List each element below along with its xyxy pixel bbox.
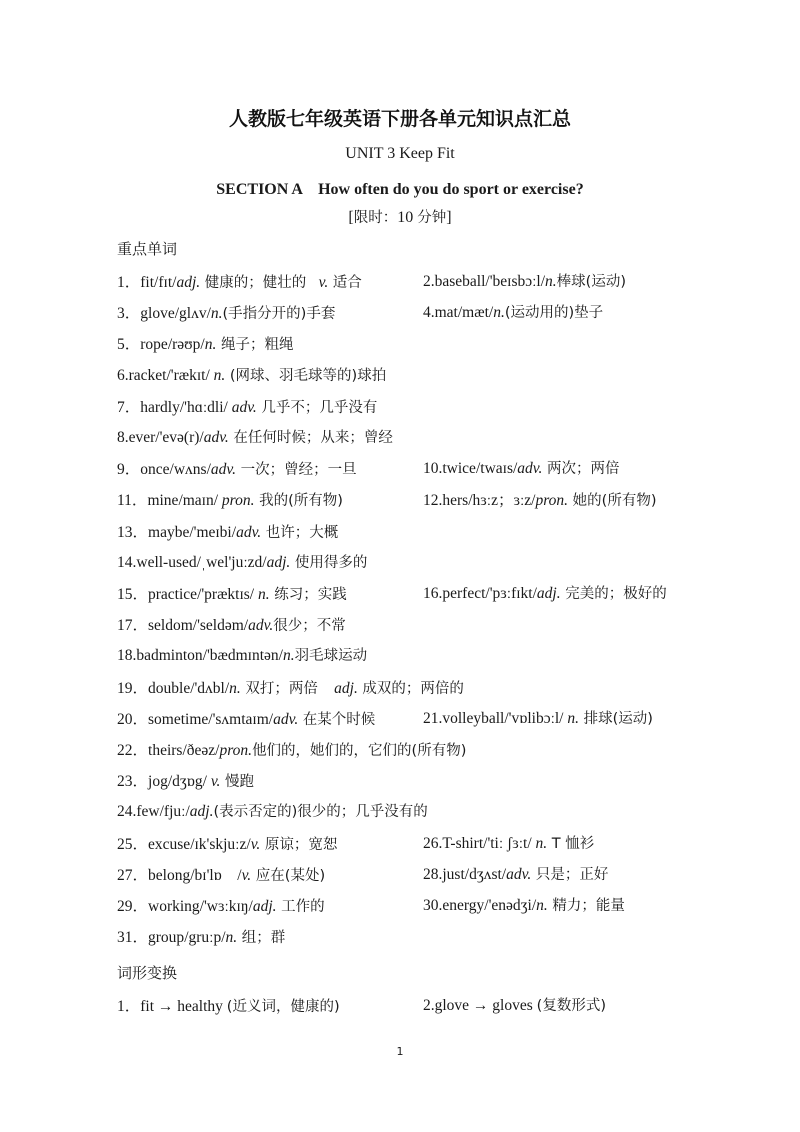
vocab-entry: [423, 582, 667, 603]
vocab-entry: [117, 301, 335, 323]
entry-part-of-speech: adj.: [176, 274, 201, 291]
entry-word: excuse: [148, 835, 191, 853]
entry-word: mat: [434, 304, 458, 322]
entry-number: 5．: [117, 336, 141, 354]
entry-meaning: 几乎不；几乎没有: [256, 399, 378, 416]
entry-phonetic: /dʒɒg/: [167, 773, 211, 791]
entry-meaning: 组；群: [237, 930, 286, 947]
entry-part-of-speech: adv.: [506, 865, 532, 883]
entry-number: 29．: [117, 898, 149, 915]
entry-meaning: 棒球(运动): [556, 274, 626, 290]
entry-number: 1．: [117, 998, 141, 1015]
entry-part-of-speech: n.: [567, 709, 579, 727]
entry-meaning-2: 适合: [328, 275, 362, 291]
entry-word: badminton: [136, 647, 203, 665]
entry-part-of-speech: adv.: [203, 429, 229, 446]
entry-meaning: 排球(运动): [579, 710, 653, 727]
entry-part-of-speech: n.: [213, 366, 226, 384]
entry-phonetic: /twaɪs/: [475, 460, 518, 478]
vocab-row: [117, 707, 717, 731]
entry-number: 30.: [423, 897, 443, 914]
entry-meaning: 双打；两倍: [240, 680, 323, 697]
vocab-entry: [117, 894, 325, 916]
entry-number: 8.: [117, 429, 129, 446]
entry-number: 15．: [117, 586, 149, 603]
entry-part-of-speech: adv.: [231, 398, 257, 416]
entry-meaning: 使用得多的: [290, 554, 368, 571]
entry-number: 24.: [117, 803, 137, 821]
entry-number: 25．: [117, 835, 149, 853]
entry-word: fit: [140, 274, 155, 291]
time-limit-unit: 分钟: [417, 210, 447, 226]
entry-part-of-speech: n.: [225, 929, 238, 947]
vocab-row: [117, 738, 717, 762]
entry-part-of-speech: n.: [545, 273, 557, 290]
entry-phonetic: /ˌwel'juːzd/: [196, 553, 267, 571]
entry-meaning: 两次；两倍: [542, 461, 620, 478]
entry-word: baseball: [434, 273, 486, 290]
vocab-entry: [423, 488, 657, 510]
vocab-row: [117, 800, 717, 824]
entry-part-of-speech: v.: [250, 835, 261, 853]
forms-heading: 词形变换: [117, 964, 178, 982]
entry-number: 17．: [117, 617, 149, 635]
entry-part-of-speech: adv.: [248, 617, 274, 635]
vocab-entry: [423, 894, 625, 915]
entry-number: 28.: [423, 865, 443, 883]
entry-phonetic: /'tiː ʃɜːt/: [483, 834, 536, 852]
entry-part-of-speech: n.: [493, 304, 505, 322]
entry-meaning: 精力；能量: [547, 898, 625, 914]
entry-word: T-shirt: [442, 834, 484, 852]
entry-part-of-speech: adj.: [189, 803, 214, 821]
entry-phonetic: /'sʌmtaɪm/: [208, 710, 274, 728]
entry-number: 16.: [423, 585, 443, 602]
entry-part-of-speech: v.: [241, 866, 252, 884]
entry-part-of-speech: n.: [258, 586, 270, 603]
entry-phonetic: /'pɜːfɪkt/: [485, 585, 537, 602]
forms-entry: [423, 994, 606, 1015]
entry-phonetic: /maɪn/: [178, 492, 222, 510]
entry-word: sometime: [148, 710, 209, 728]
entry-number: 1．: [117, 274, 141, 291]
vocab-row: [117, 520, 717, 544]
entry-meaning: 应在(某处): [251, 867, 326, 884]
entry-phonetic: /'rækɪt/: [166, 366, 214, 384]
entry-number: 10.: [423, 460, 443, 478]
vocab-entry: [117, 270, 362, 292]
vocab-entry: [117, 800, 428, 821]
entry-number: 26.: [423, 834, 443, 852]
entry-word: glove: [140, 305, 175, 323]
vocab-entry: [117, 769, 254, 791]
entry-meaning: (运动用的)垫子: [504, 305, 604, 322]
entry-part-of-speech: n.: [282, 647, 295, 665]
entry-word: theirs: [148, 742, 183, 759]
entry-word: racket: [128, 366, 167, 384]
time-limit-close: ]: [446, 209, 452, 226]
entry-phonetic: /'dʌbl/: [190, 679, 230, 697]
entry-meaning: 在任何时候；从来；曾经: [228, 430, 393, 446]
entry-number: 7．: [117, 398, 141, 416]
vocab-entry: [117, 613, 346, 635]
vocab-row: [117, 364, 717, 388]
entry-meaning: 慢跑: [220, 774, 255, 791]
entry-part-of-speech: adv.: [273, 710, 299, 728]
entry-phonetic: /fɪt/: [154, 274, 177, 291]
entry-meaning: 工作的: [276, 899, 325, 915]
entry-word: group: [148, 929, 185, 947]
entry-meaning: 在某个时候: [298, 711, 376, 728]
entry-part-of-speech: adv.: [210, 461, 236, 479]
entry-phonetic: /glʌv/: [174, 305, 211, 323]
entry-number: 13．: [117, 523, 149, 541]
entry-transformation: glove → gloves: [434, 997, 537, 1014]
vocab-entry: [423, 270, 626, 291]
entry-meaning: 羽毛球运动: [294, 648, 368, 665]
vocab-entry: [117, 644, 367, 665]
vocab-entry: [117, 457, 357, 479]
entry-phonetic: /bɪ'lɒ /: [190, 866, 242, 884]
entry-meaning: 练习；实践: [269, 587, 347, 603]
vocab-entry: [117, 676, 464, 698]
time-limit: [0, 206, 800, 227]
entry-phonetic: /'bædmɪntən/: [202, 647, 283, 665]
entry-number: 6.: [117, 366, 129, 384]
entry-meaning: 也许；大概: [261, 524, 339, 541]
forms-entry: [117, 994, 340, 1016]
entry-word: practice: [148, 586, 198, 603]
entry-meaning: (网球、羽毛球等的)球拍: [225, 367, 387, 384]
entry-phonetic: /ðeəz/: [182, 742, 220, 759]
document-title: 人教版七年级英语下册各单元知识点汇总: [228, 108, 571, 130]
vocab-row: [117, 551, 717, 575]
entry-word: maybe: [148, 523, 190, 541]
entry-number: 2.: [423, 997, 435, 1014]
vocab-row: [117, 270, 717, 294]
vocab-entry: [423, 707, 653, 728]
entry-number: 3．: [117, 305, 141, 323]
entry-meaning: 很少；不常: [273, 618, 346, 635]
entry-number: 21.: [423, 709, 443, 727]
entry-phonetic: /dʒʌst/: [464, 865, 507, 883]
entry-word: few: [136, 803, 160, 821]
entry-word: seldom: [148, 617, 193, 635]
vocab-entry: [117, 707, 375, 729]
entry-word: volleyball: [442, 709, 505, 727]
entry-number: 4.: [423, 304, 435, 322]
vocab-row: [117, 925, 717, 949]
entry-number: 9．: [117, 461, 141, 479]
entry-transformation: fit → healthy: [140, 998, 227, 1015]
section-title: SECTION A How often do you do sport or exercise?: [216, 181, 584, 198]
entry-meaning: 一次；曾经；一旦: [235, 462, 357, 479]
time-limit-value: 10: [397, 209, 418, 226]
entry-number: 23．: [117, 773, 149, 791]
vocab-entry: [117, 551, 367, 572]
entry-part-of-speech: pron.: [535, 492, 569, 510]
entry-part-of-speech: v.: [210, 773, 221, 791]
entry-number: 18.: [117, 647, 137, 665]
vocab-row: [117, 457, 717, 481]
entry-phonetic: /'wɜːkɪŋ/: [199, 898, 253, 915]
entry-word: rope: [140, 336, 168, 354]
entry-number: 22．: [117, 742, 149, 759]
entry-word: energy: [442, 897, 485, 914]
entry-meaning-2: 成双的；两倍的: [357, 680, 464, 697]
vocab-row: [117, 395, 717, 419]
entry-word: jog: [148, 773, 168, 791]
entry-word: just: [442, 865, 465, 883]
entry-phonetic: /'præktɪs/: [197, 586, 258, 603]
vocab-row: [117, 301, 717, 325]
vocab-row: [117, 832, 717, 856]
entry-phonetic: /mæt/: [457, 304, 494, 322]
vocab-entry: [117, 582, 347, 604]
entry-word: well-used: [136, 553, 197, 571]
vocab-entry: [117, 925, 285, 947]
vocab-entry: [423, 301, 603, 322]
vocab-entry: [117, 863, 325, 885]
page-number: 1: [396, 1045, 404, 1058]
vocab-row: [117, 676, 717, 700]
entry-number: 11．: [117, 492, 148, 510]
vocab-entry: [117, 520, 338, 542]
entry-part-of-speech: adv.: [236, 523, 262, 541]
vocab-entry: [117, 488, 343, 510]
vocab-row: [117, 582, 717, 606]
entry-phonetic: /fjuː/: [159, 803, 190, 821]
entry-word: twice: [442, 460, 476, 478]
entry-number: 14.: [117, 553, 137, 571]
entry-part-of-speech: adj.: [252, 898, 277, 915]
entry-meaning: T 恤衫: [547, 835, 595, 852]
entry-part-of-speech: adj.: [536, 585, 561, 602]
time-limit-open: [: [348, 209, 354, 226]
forms-row: [117, 994, 717, 1018]
vocab-entry: [117, 426, 393, 447]
entry-meaning: 绳子；粗绳: [216, 337, 294, 354]
entry-word: hers: [442, 492, 469, 510]
entry-word: mine: [147, 492, 179, 510]
vocab-entry: [117, 332, 293, 354]
entry-phonetic: /'seldəm/: [192, 617, 249, 635]
entry-word: hardly: [140, 398, 180, 416]
entry-part-of-speech: n.: [536, 897, 548, 914]
entry-meaning: (表示否定的)很少的；几乎没有的: [213, 804, 428, 821]
entry-part-of-speech: pron.: [219, 742, 253, 759]
entry-meaning: 他们的，她们的，它们的(所有物): [252, 743, 467, 759]
vocab-entry: [423, 832, 594, 853]
vocab-entry: [117, 364, 386, 385]
vocab-heading: 重点单词: [117, 240, 178, 258]
entry-number: 2.: [423, 273, 435, 290]
entry-meaning: 她的(所有物): [568, 493, 657, 510]
vocab-row: [117, 644, 717, 668]
entry-part-of-speech: adj.: [266, 553, 291, 571]
entry-word: ever: [128, 429, 156, 446]
vocab-entry: [423, 863, 608, 884]
entry-phonetic: /'hɑːdli/: [179, 398, 232, 416]
entry-part-of-speech-2: adj.: [322, 679, 358, 697]
entry-word: perfect: [442, 585, 486, 602]
entry-meaning: 完美的；极好的: [560, 586, 667, 602]
entry-phonetic: /gruːp/: [184, 929, 226, 947]
unit-title: UNIT 3 Keep Fit: [345, 145, 455, 162]
vocab-entry: [117, 395, 377, 417]
entry-phonetic: /'evə(r)/: [155, 429, 204, 446]
entry-part-of-speech: n.: [229, 679, 241, 697]
entry-part-of-speech: n.: [204, 336, 217, 354]
entry-phonetic: /wʌns/: [169, 461, 211, 479]
entry-number: 12.: [423, 492, 443, 510]
entry-part-of-speech-2: v.: [310, 274, 329, 291]
entry-note: (近义词，健康的): [226, 999, 340, 1015]
entry-phonetic: /rəʊp/: [167, 336, 205, 354]
entry-meaning: 只是；正好: [531, 866, 609, 883]
entry-meaning: 原谅；宽恕: [260, 836, 338, 853]
entry-word: double: [148, 679, 191, 697]
entry-phonetic: /'beɪsbɔːl/: [485, 273, 546, 290]
entry-number: 20．: [117, 710, 149, 728]
entry-word: once: [140, 461, 170, 479]
vocab-row: [117, 332, 717, 356]
vocab-row: [117, 769, 717, 793]
vocab-row: [117, 488, 717, 512]
entry-meaning: 我的(所有物): [254, 493, 343, 510]
entry-meaning: 健康的；健壮的: [200, 275, 311, 291]
time-limit-label: 限时：: [353, 210, 398, 226]
entry-word: working: [148, 898, 200, 915]
entry-phonetic: /'enədʒi/: [484, 897, 537, 914]
entry-number: 27．: [117, 866, 149, 884]
vocab-row: [117, 894, 717, 918]
entry-note: (复数形式): [536, 998, 606, 1014]
entry-part-of-speech: pron.: [221, 492, 255, 510]
entry-word: belong: [148, 866, 191, 884]
vocab-row: [117, 426, 717, 450]
entry-phonetic: /'vɒlibɔːl/: [504, 709, 568, 727]
entry-phonetic: /ɪk'skjuːz/: [190, 835, 251, 853]
entry-number: 19．: [117, 679, 149, 697]
vocab-row: [117, 613, 717, 637]
entry-phonetic: /'meɪbi/: [189, 523, 237, 541]
entry-phonetic: /hɜːz；ɜːz/: [468, 492, 536, 510]
vocab-entry: [117, 832, 337, 854]
entry-number: 31．: [117, 929, 149, 947]
vocab-entry: [117, 738, 466, 760]
entry-part-of-speech: adv.: [517, 460, 543, 478]
entry-part-of-speech: n.: [210, 305, 223, 323]
vocab-entry: [423, 457, 620, 478]
entry-meaning: (手指分开的)手套: [222, 306, 336, 323]
vocab-row: [117, 863, 717, 887]
entry-part-of-speech: n.: [535, 834, 548, 852]
